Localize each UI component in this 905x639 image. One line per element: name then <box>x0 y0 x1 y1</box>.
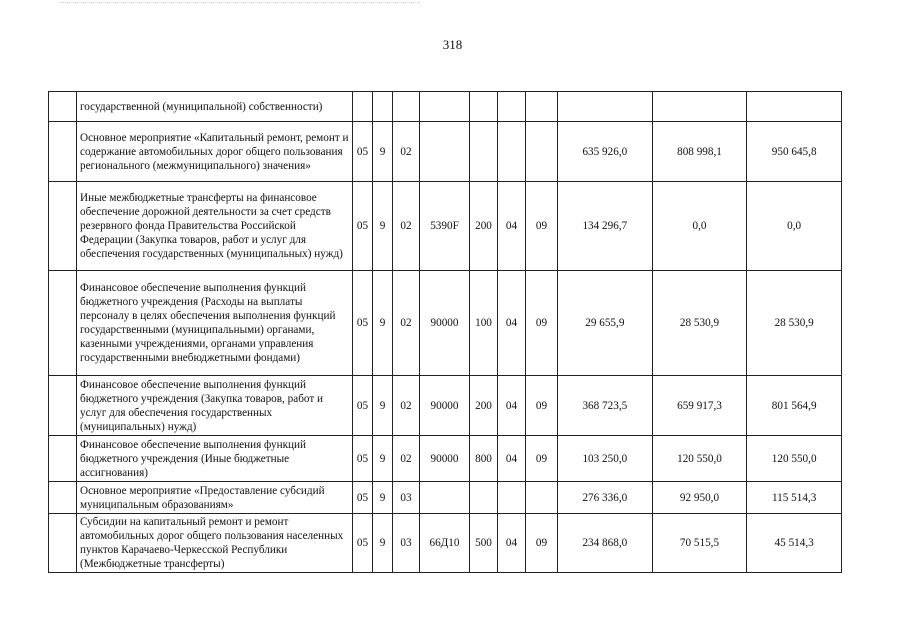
cell-podrazdel: 9 <box>373 514 393 573</box>
cell-name: государственной (муниципальной) собственности) <box>77 92 353 122</box>
cell-rz: 04 <box>498 182 526 271</box>
cell-razdel: 05 <box>353 482 373 514</box>
cell-razdel <box>353 92 373 122</box>
cell-y3: 28 530,9 <box>747 271 842 376</box>
cell-y2: 28 530,9 <box>652 271 747 376</box>
table-row <box>49 271 842 376</box>
table-row <box>49 92 842 122</box>
cell-pr: 09 <box>526 271 558 376</box>
cell-program: 02 <box>393 271 420 376</box>
cell-pr <box>526 92 558 122</box>
cell-y2: 120 550,0 <box>652 436 747 482</box>
cell-podrazdel: 9 <box>373 122 393 182</box>
cell-blank <box>49 271 77 376</box>
cell-y2: 0,0 <box>652 182 747 271</box>
scan-edge-line <box>60 2 420 4</box>
cell-razdel: 05 <box>353 514 373 573</box>
cell-y2: 70 515,5 <box>652 514 747 573</box>
cell-program: 02 <box>393 122 420 182</box>
cell-code <box>420 122 470 182</box>
cell-rz: 04 <box>498 271 526 376</box>
cell-code <box>420 92 470 122</box>
cell-rz: 04 <box>498 376 526 436</box>
cell-code <box>420 482 470 514</box>
cell-y3: 0,0 <box>747 182 842 271</box>
cell-blank <box>49 122 77 182</box>
cell-y3: 801 564,9 <box>747 376 842 436</box>
table-row <box>49 482 842 514</box>
cell-y2: 808 998,1 <box>652 122 747 182</box>
table-row <box>49 514 842 573</box>
cell-y1: 234 868,0 <box>558 514 653 573</box>
cell-blank <box>49 514 77 573</box>
cell-podrazdel: 9 <box>373 436 393 482</box>
cell-razdel: 05 <box>353 376 373 436</box>
cell-code: 5390F <box>420 182 470 271</box>
cell-y3: 950 645,8 <box>747 122 842 182</box>
cell-name: Финансовое обеспечение выполнения функций бюджетного учреждения (Расходы на выплаты персоналу в целях обеспечения выполнения функций государственными (муниципальными) органами, казенными учреждениями, органами управления государственными внебюджетными фондами) <box>77 271 353 376</box>
cell-program: 02 <box>393 182 420 271</box>
cell-y1: 103 250,0 <box>558 436 653 482</box>
cell-pr: 09 <box>526 376 558 436</box>
cell-podrazdel: 9 <box>373 376 393 436</box>
cell-program: 02 <box>393 436 420 482</box>
cell-y2 <box>652 92 747 122</box>
cell-code: 90000 <box>420 376 470 436</box>
cell-code: 90000 <box>420 436 470 482</box>
cell-y2: 92 950,0 <box>652 482 747 514</box>
cell-program: 03 <box>393 514 420 573</box>
cell-rz: 04 <box>498 436 526 482</box>
cell-y1: 635 926,0 <box>558 122 653 182</box>
cell-name: Финансовое обеспечение выполнения функций бюджетного учреждения (Закупка товаров, работ и услуг для обеспечения государственных (муниципальных) нужд) <box>77 376 353 436</box>
cell-program: 02 <box>393 376 420 436</box>
cell-pr <box>526 122 558 182</box>
table-row <box>49 436 842 482</box>
table-row <box>49 122 842 182</box>
cell-y1: 368 723,5 <box>558 376 653 436</box>
cell-vr: 200 <box>470 182 498 271</box>
cell-program: 03 <box>393 482 420 514</box>
cell-y3: 120 550,0 <box>747 436 842 482</box>
cell-pr <box>526 482 558 514</box>
cell-y1 <box>558 92 653 122</box>
cell-vr: 200 <box>470 376 498 436</box>
cell-code: 66Д10 <box>420 514 470 573</box>
cell-vr <box>470 482 498 514</box>
cell-y1: 276 336,0 <box>558 482 653 514</box>
cell-podrazdel: 9 <box>373 271 393 376</box>
cell-vr: 800 <box>470 436 498 482</box>
cell-blank <box>49 482 77 514</box>
cell-razdel: 05 <box>353 436 373 482</box>
cell-rz <box>498 122 526 182</box>
cell-name: Финансовое обеспечение выполнения функций бюджетного учреждения (Иные бюджетные ассигнования) <box>77 436 353 482</box>
cell-razdel: 05 <box>353 182 373 271</box>
cell-podrazdel: 9 <box>373 482 393 514</box>
cell-vr: 100 <box>470 271 498 376</box>
table-body <box>49 92 842 573</box>
cell-y3: 45 514,3 <box>747 514 842 573</box>
cell-code: 90000 <box>420 271 470 376</box>
cell-name: Субсидии на капитальный ремонт и ремонт автомобильных дорог общего пользования населенных пунктов Карачаево-Черкесской Республики (Межбюджетные трансферты) <box>77 514 353 573</box>
cell-blank <box>49 182 77 271</box>
cell-name: Основное мероприятие «Капитальный ремонт, ремонт и содержание автомобильных дорог общего пользования регионального (межмуниципального) значения» <box>77 122 353 182</box>
table-row <box>49 376 842 436</box>
cell-y1: 134 296,7 <box>558 182 653 271</box>
cell-y2: 659 917,3 <box>652 376 747 436</box>
cell-podrazdel: 9 <box>373 182 393 271</box>
cell-razdel: 05 <box>353 271 373 376</box>
table-row <box>49 182 842 271</box>
cell-blank <box>49 376 77 436</box>
cell-y1: 29 655,9 <box>558 271 653 376</box>
cell-rz: 04 <box>498 514 526 573</box>
cell-program <box>393 92 420 122</box>
cell-vr <box>470 92 498 122</box>
cell-razdel: 05 <box>353 122 373 182</box>
cell-podrazdel <box>373 92 393 122</box>
page-number: 318 <box>442 37 463 52</box>
cell-blank <box>49 436 77 482</box>
budget-table <box>48 91 842 573</box>
cell-pr: 09 <box>526 514 558 573</box>
cell-pr: 09 <box>526 436 558 482</box>
cell-name: Иные межбюджетные трансферты на финансовое обеспечение дорожной деятельности за счет средств резервного фонда Правительства Российской Федерации (Закупка товаров, работ и услуг для обеспечения государственных (муниципальных) нужд) <box>77 182 353 271</box>
cell-rz <box>498 482 526 514</box>
cell-name: Основное мероприятие «Предоставление субсидий муниципальным образованиям» <box>77 482 353 514</box>
cell-vr <box>470 122 498 182</box>
cell-rz <box>498 92 526 122</box>
cell-y3: 115 514,3 <box>747 482 842 514</box>
cell-y3 <box>747 92 842 122</box>
cell-blank <box>49 92 77 122</box>
cell-vr: 500 <box>470 514 498 573</box>
cell-pr: 09 <box>526 182 558 271</box>
